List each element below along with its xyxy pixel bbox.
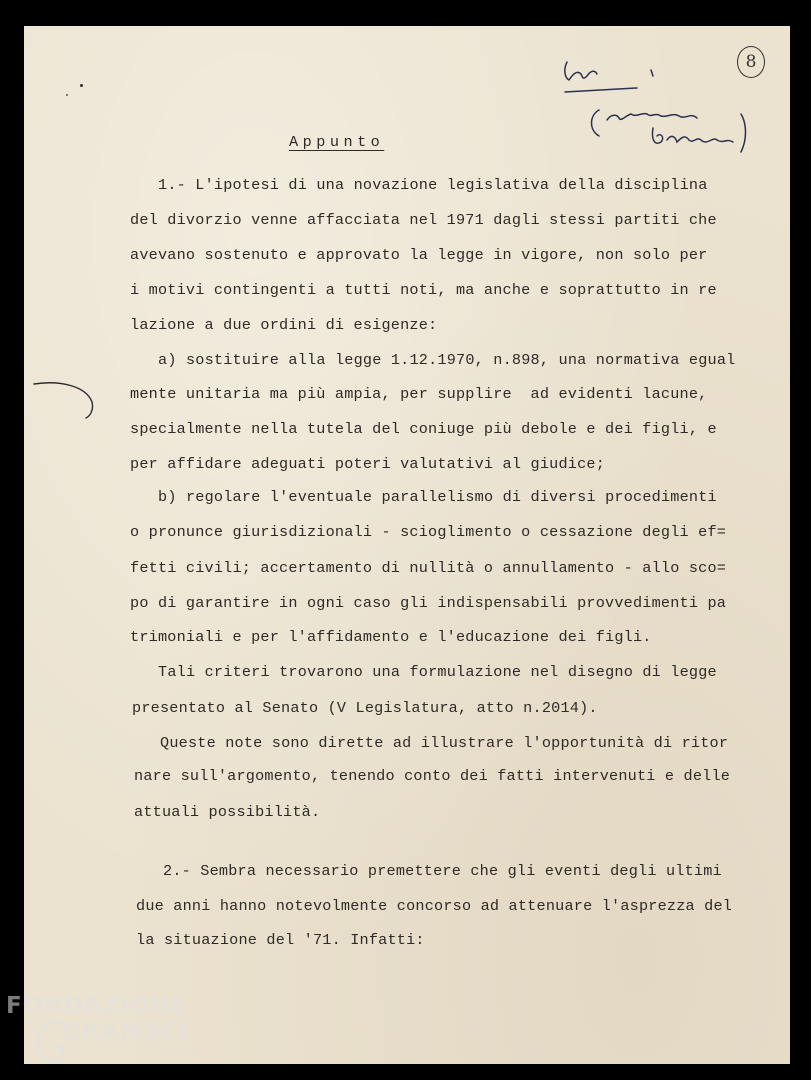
text-line: b) regolare l'eventuale parallelismo di diversi procedimenti <box>158 488 717 506</box>
text-line: specialmente nella tutela del coniuge più debole e dei figli, e <box>130 420 717 438</box>
text-line: lazione a due ordini di esigenze: <box>130 316 438 334</box>
text-line: o pronunce giurisdizionali - scioglimento o cessazione degli ef= <box>130 523 727 541</box>
watermark-onlus: onlus <box>164 1047 199 1060</box>
text-line: del divorzio venne affacciata nel 1971 dagli stessi partiti che <box>130 211 717 229</box>
watermark-g-logo-icon <box>34 1014 68 1070</box>
watermark-gramsci: GRAMSCI <box>62 1019 189 1045</box>
text-line: Queste note sono dirette ad illustrare l'opportunità di ritor <box>160 734 729 752</box>
handwritten-annotation <box>555 48 765 163</box>
text-line: la situazione del '71. Infatti: <box>136 931 425 949</box>
margin-arrow-mark <box>30 376 100 426</box>
text-line: attuali possibilità. <box>134 803 321 821</box>
text-line: trimoniali e per l'affidamento e l'educazione dei figli. <box>130 628 652 646</box>
text-line: avevano sostenuto e approvato la legge in vigore, non solo per <box>130 246 708 264</box>
document-title: Appunto <box>289 133 385 151</box>
ink-speck <box>80 84 83 87</box>
page-number: 8 <box>737 46 765 78</box>
text-line: po di garantire in ogni caso gli indispensabili provvedimenti pa <box>130 594 727 612</box>
text-line: mente unitaria ma più ampia, per supplire ad evidenti lacune, <box>130 385 708 403</box>
text-line: i motivi contingenti a tutti noti, ma anche e soprattutto in re <box>130 281 717 299</box>
text-line: 1.- L'ipotesi di una novazione legislativa della disciplina <box>158 176 708 194</box>
text-line: 2.- Sembra necessario premettere che gli eventi degli ultimi <box>163 862 722 880</box>
text-line: due anni hanno notevolmente concorso ad attenuare l'asprezza del <box>136 897 733 915</box>
text-line: nare sull'argomento, tenendo conto dei fatti intervenuti e delle <box>134 767 731 785</box>
ink-speck <box>66 94 68 96</box>
text-line: presentato al Senato (V Legislatura, atto n.2014). <box>132 699 598 717</box>
watermark-fondazione: FONDAZIONE <box>6 993 188 1019</box>
text-line: Tali criteri trovarono una formulazione nel disegno di legge <box>158 663 717 681</box>
text-line: a) sostituire alla legge 1.12.1970, n.898, una normativa egual <box>158 351 736 369</box>
text-line: per affidare adeguati poteri valutativi al giudice; <box>130 455 606 473</box>
text-line: fetti civili; accertamento di nullità o annullamento - allo sco= <box>130 559 727 577</box>
